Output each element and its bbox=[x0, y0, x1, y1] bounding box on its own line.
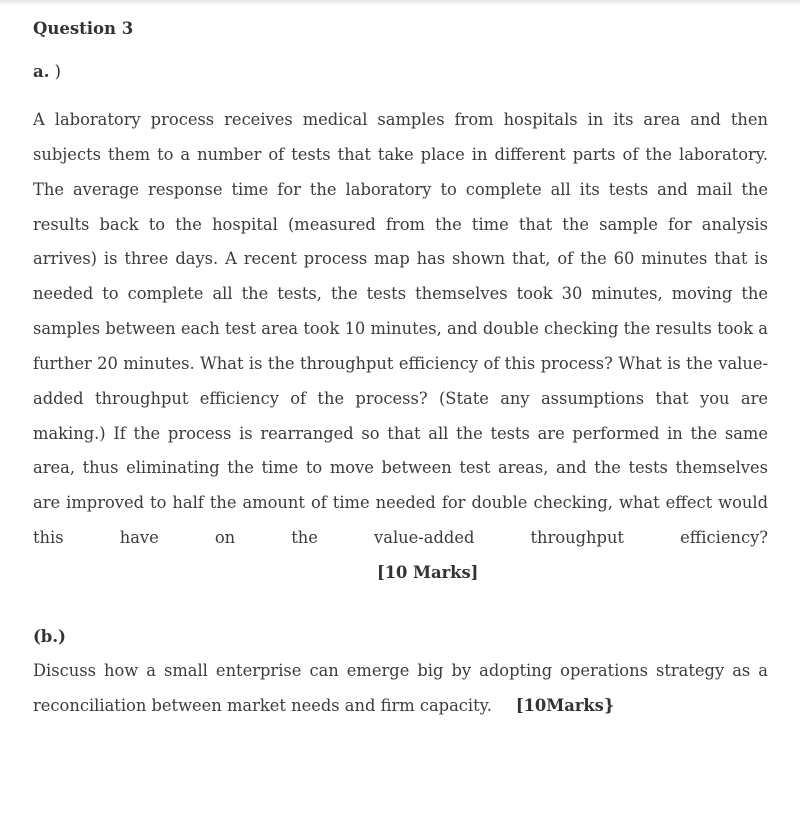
part-a-label bbox=[33, 60, 61, 84]
question-title: Question 3 bbox=[33, 19, 134, 38]
part-b-question-text bbox=[33, 654, 768, 724]
part-a-label-letter: a. bbox=[33, 62, 50, 81]
part-b-body: Discuss how a small enterprise can emerge big by adopting operations strategy as a reconciliation between market needs and firm capacity. bbox=[33, 661, 768, 715]
part-a-label-paren: ) bbox=[49, 62, 62, 81]
part-a-question-text bbox=[33, 103, 768, 591]
part-a-body: A laboratory process receives medical samples from hospitals in its area and then subjects them to a number of tests that take place in different parts of the laboratory. The average response time for the laboratory to complete all its tests and mail the results back to the hospital (measured from the time that the sample for analysis arrives) is three days. A recent process map has shown that, of the 60 minutes that is needed to complete all the tests, the tests themselves took 30 minutes, moving the samples between each test area took 10 minutes, and double checking the results took a further 20 minutes. What is the throughput efficiency of this process? What is the value-added throughput efficiency of the process? (State any assumptions that you are making.) If the process is rearranged so that all the tests are performed in the same area, thus eliminating the time to move between test areas, and the tests themselves are improved to half the amount of time needed for double checking, what effect would this have on the value-added throughput efficiency? bbox=[33, 110, 768, 548]
part-b-marks: [10Marks} bbox=[515, 695, 615, 715]
part-a-marks: [10 Marks] bbox=[377, 562, 479, 582]
part-b-label: (b.) bbox=[33, 627, 66, 646]
page-top-shadow bbox=[0, 0, 800, 6]
